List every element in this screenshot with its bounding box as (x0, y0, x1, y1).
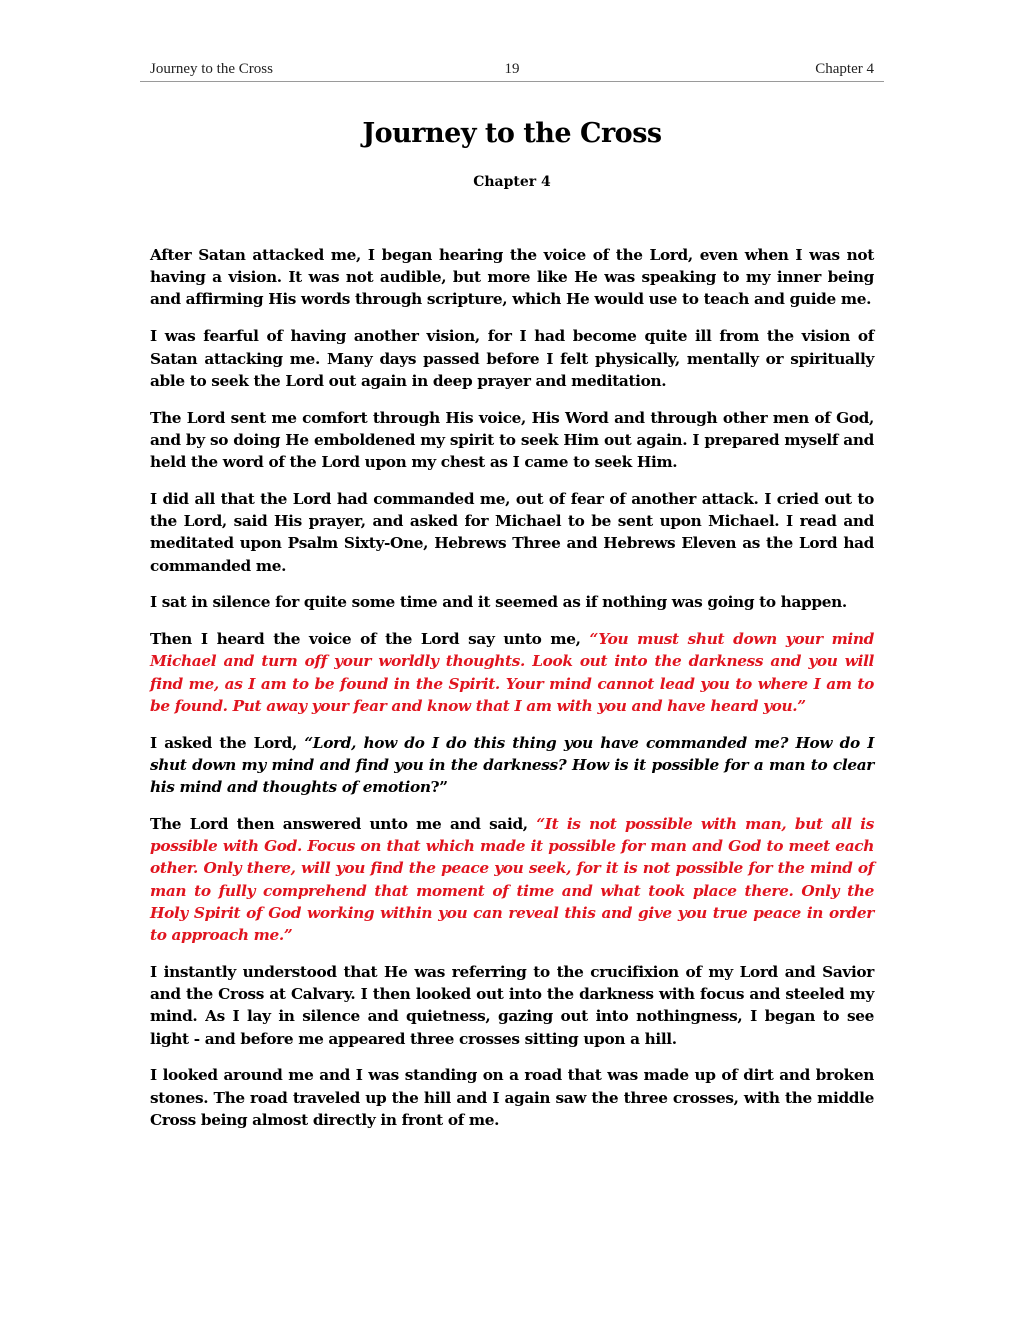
paragraph-4: I did all that the Lord had commanded me, out of fear of another attack. I cried out to the Lord, said His prayer, and asked for Michael to be sent upon Michael. I read and meditated upon Psalm Sixty-One, Hebrews Three and Hebrews Eleven as the Lord had commanded me. (150, 489, 874, 575)
header-book-title: Journey to the Cross (150, 61, 273, 77)
lord-quote-2: “It is not possible with man, but all is possible with God. Focus on that which made it possible for man and God to meet each other. Only there, will you find the peace you seek, for it is not possible for the mind of man to fully comprehend that moment of time and what took place there. Only the Holy Spirit of God working within you can reveal this and give you true peace in order to approach me.” (150, 815, 874, 945)
michael-question: “Lord, how do I do this thing you have commanded me? How do I shut down my mind and find you in the darkness? How is it possible for a man to clear his mind and thoughts of emotion (150, 733, 875, 797)
paragraph-6 (150, 628, 874, 717)
paragraph-8 (150, 813, 874, 946)
header-page-number: 19 (504, 61, 520, 77)
lord-quote-1: “You must shut down your mind Michael and turn off your worldly thoughts. Look out into the darkness and you will find me, as I am to be found in the Spirit. Your mind cannot lead you to where I am to be found. Put away your fear and know that I am with you and have heard you.” (150, 630, 874, 715)
paragraph-5: I sat in silence for quite some time and it seemed as if nothing was going to happen. (150, 593, 847, 612)
page-title: Journey to the Cross (362, 118, 662, 149)
paragraph-2: I was fearful of having another vision, for I had become quite ill from the vision of Satan attacking me. Many days passed before I felt physically, mentally or spiritually able to seek the Lord out again in deep prayer and meditation. (150, 327, 874, 390)
paragraph-1: After Satan attacked me, I began hearing the voice of the Lord, even when I was not having a vision. It was not audible, but more like He was speaking to my inner being and affirming His words through scripture, which He would use to teach and guide me. (150, 246, 874, 309)
header-chapter: Chapter 4 (815, 61, 874, 77)
paragraph-10: I looked around me and I was standing on a road that was made up of dirt and broken stones. The road traveled up the hill and I again saw the three crosses, with the middle Cross being almost directly in front of me. (150, 1066, 874, 1129)
paragraph-3: The Lord sent me comfort through His voice, His Word and through other men of God, and by so doing He emboldened my spirit to seek Him out again. I prepared myself and held the word of the Lord upon my chest as I came to seek Him. (150, 408, 874, 471)
chapter-subtitle: Chapter 4 (473, 174, 551, 190)
paragraph-8-intro: The Lord then answered unto me and said, (150, 815, 537, 834)
paragraph-7-intro: I asked the Lord, (150, 733, 305, 752)
body-text (150, 244, 874, 1146)
paragraph-9: I instantly understood that He was referring to the crucifixion of my Lord and Savior and the Cross at Calvary. I then looked out into the darkness with focus and steeled my mind. As I lay in silence and quietness, gazing out into nothingness, I began to see light - and before me appeared three crosses sitting upon a hill. (150, 962, 874, 1048)
paragraph-6-intro: Then I heard the voice of the Lord say unto me, (150, 630, 590, 649)
paragraph-7-end: ?” (430, 778, 448, 797)
running-header (140, 60, 884, 82)
paragraph-7 (150, 732, 874, 799)
